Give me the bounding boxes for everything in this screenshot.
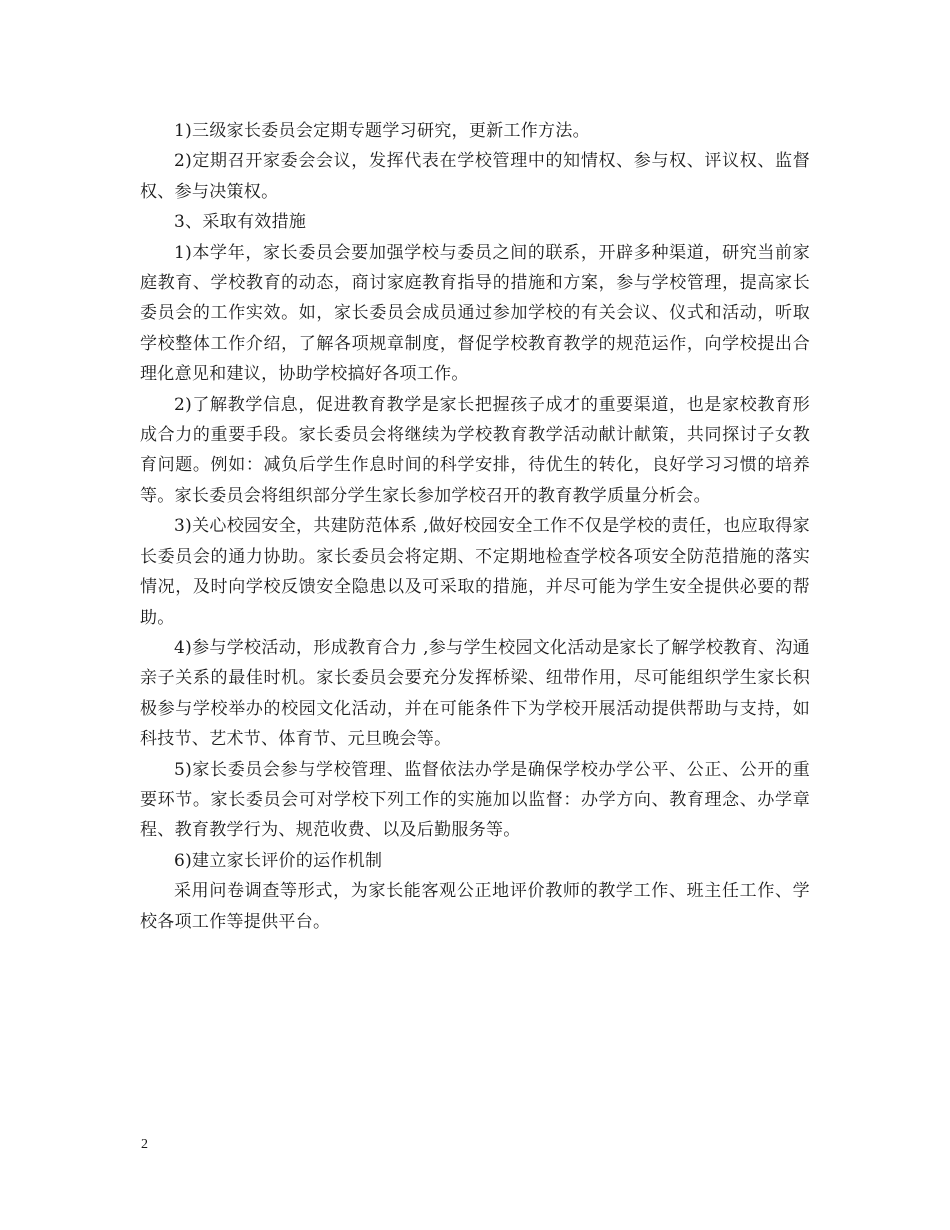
paragraph: 1)本学年，家长委员会要加强学校与委员之间的联系，开辟多种渠道，研究当前家庭教育、学校教育的动态，商讨家庭教育指导的措施和方案，参与学校管理，提高家长委员会的工作实效。如，家长委员会成员通过参加学校的有关会议、仪式和活动，听取学校整体工作介绍，了解各项规章制度，督促学校教育教学的规范运作，向学校提出合理化意见和建议，协助学校搞好各项工作。 bbox=[140, 242, 810, 385]
page-number: 2 bbox=[141, 1137, 148, 1152]
paragraph: 1)三级家长委员会定期专题学习研究，更新工作方法。 bbox=[174, 121, 590, 141]
paragraph: 5)家长委员会参与学校管理、监督依法办学是确保学校办学公平、公正、公开的重要环节。家长委员会可对学校下列工作的实施加以监督：办学方向、教育理念、办学章程、教育教学行为、规范收费、以及后勤服务等。 bbox=[140, 759, 810, 841]
section-heading: 3、采取有效措施 bbox=[174, 212, 307, 233]
paragraph: 采用问卷调查等形式，为家长能客观公正地评价教师的教学工作、班主任工作、学校各项工作等提供平台。 bbox=[140, 881, 810, 932]
paragraph: 3)关心校园安全，共建防范体系 ,做好校园安全工作不仅是学校的责任，也应取得家长委员会的通力协助。家长委员会将定期、不定期地检查学校各项安全防范措施的落实情况，及时向学校反馈安全隐患以及可采取的措施，并尽可能为学生安全提供必要的帮助。 bbox=[140, 516, 810, 628]
subsection-heading: 6)建立家长评价的运作机制 bbox=[174, 850, 383, 871]
document-body bbox=[140, 116, 810, 937]
paragraph: 4)参与学校活动，形成教育合力 ,参与学生校园文化活动是家长了解学校教育、沟通亲子关系的最佳时机。家长委员会要充分发挥桥梁、纽带作用，尽可能组织学生家长积极参与学校举办的校园文化活动，并在可能条件下为学校开展活动提供帮助与支持，如科技节、艺术节、体育节、元旦晚会等。 bbox=[140, 637, 810, 750]
paragraph: 2)了解教学信息，促进教育教学是家长把握孩子成才的重要渠道，也是家校教育形成合力的重要手段。家长委员会将继续为学校教育教学活动献计献策，共同探讨子女教育问题。例如：减负后学生作息时间的科学安排，待优生的转化，良好学习习惯的培养等。家长委员会将组织部分学生家长参加学校召开的教育教学质量分析会。 bbox=[140, 394, 810, 506]
paragraph: 2)定期召开家委会会议，发挥代表在学校管理中的知情权、参与权、评议权、监督权、参与决策权。 bbox=[140, 151, 810, 202]
